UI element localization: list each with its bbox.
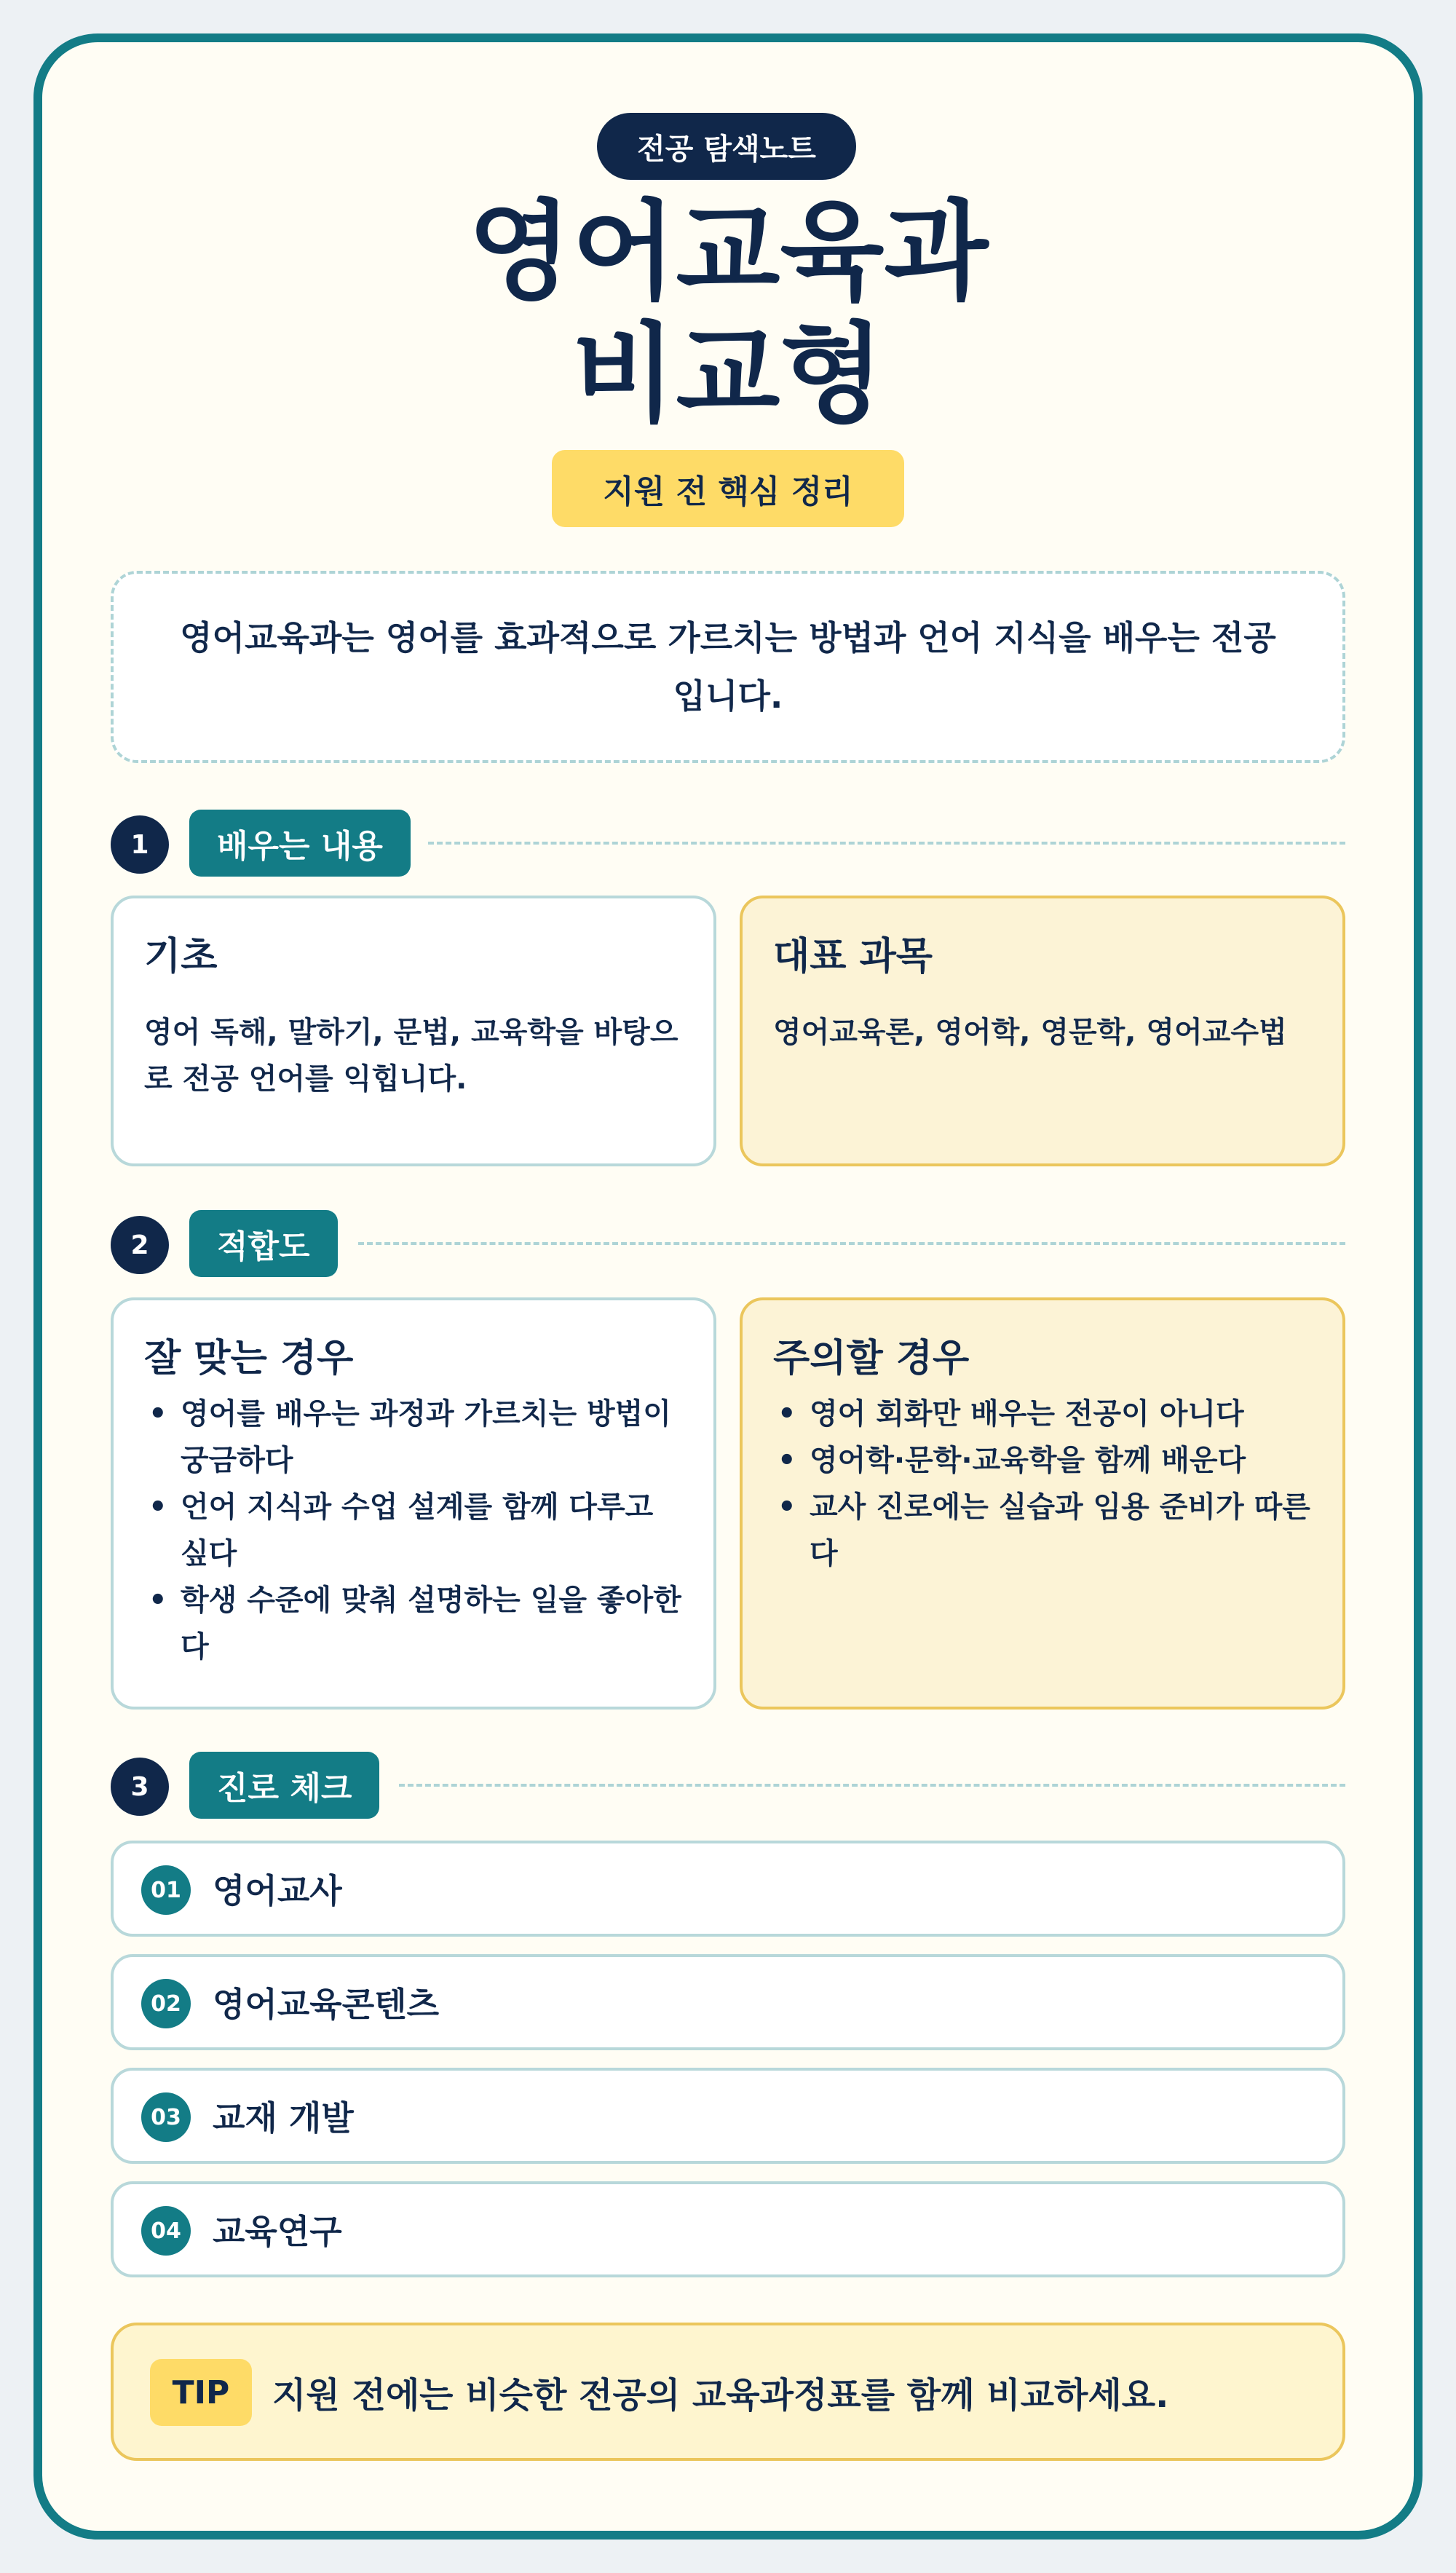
career-number: 03 [141, 2092, 191, 2142]
career-label: 영어교육콘텐츠 [213, 1985, 440, 2024]
section-header-3 [111, 1752, 1345, 1819]
career-number: 04 [141, 2206, 191, 2256]
career-number: 02 [141, 1979, 191, 2028]
list-item: • 교사 진로에는 실습과 임용 준비가 따른다 [773, 1484, 1313, 1577]
career-label: 영어교사 [213, 1871, 342, 1910]
good-fit-card [111, 1297, 716, 1710]
category-tag: 전공 탐색노트 [597, 113, 856, 180]
intro-text: 영어교육과는 영어를 효과적으로 가르치는 방법과 언어 지식을 배우는 전공입니다. [180, 618, 1276, 716]
section-label: 배우는 내용 [189, 810, 411, 877]
card-title: 주의할 경우 [773, 1337, 970, 1380]
career-item [111, 1841, 1345, 1937]
career-number: 01 [141, 1865, 191, 1915]
tip-box [111, 2323, 1345, 2461]
page-title [0, 191, 1456, 435]
caution-card [740, 1297, 1345, 1710]
intro-box [111, 571, 1345, 763]
tip-text: 지원 전에는 비슷한 전공의 교육과정표를 함께 비교하세요. [272, 2374, 1169, 2416]
section-label: 진로 체크 [189, 1752, 379, 1819]
basics-card [111, 896, 716, 1166]
section-divider [428, 842, 1345, 845]
career-item [111, 2068, 1345, 2164]
card-title: 대표 과목 [773, 935, 933, 979]
list-item: • 영어 회화만 배우는 전공이 아니다 [773, 1391, 1313, 1437]
section-number: 1 [111, 815, 169, 874]
list-item: • 학생 수준에 맞춰 설명하는 일을 좋아한다 [144, 1577, 684, 1670]
section-header-2 [111, 1210, 1345, 1277]
tip-badge: TIP [150, 2359, 252, 2426]
list-item: • 영어학·문학·교육학을 함께 배운다 [773, 1437, 1313, 1484]
section-number: 3 [111, 1758, 169, 1816]
section-divider [358, 1242, 1345, 1245]
title-line-1: 영어교육과 [467, 189, 989, 315]
list-item: • 영어를 배우는 과정과 가르치는 방법이 궁금하다 [144, 1391, 684, 1484]
title-line-2: 비교형 [571, 312, 885, 437]
list-item: • 언어 지식과 수업 설계를 함께 다루고 싶다 [144, 1484, 684, 1577]
career-label: 교재 개발 [213, 2098, 354, 2138]
section-label: 적합도 [189, 1210, 338, 1277]
card-text: 영어 독해, 말하기, 문법, 교육학을 바탕으로 전공 언어를 익힙니다. [144, 1016, 678, 1096]
career-item [111, 2181, 1345, 2277]
career-label: 교육연구 [213, 2212, 342, 2251]
card-title: 기초 [144, 935, 218, 979]
section-header-1 [111, 810, 1345, 877]
career-item [111, 1954, 1345, 2050]
good-fit-list [144, 1391, 684, 1670]
subtitle-badge: 지원 전 핵심 정리 [552, 450, 904, 527]
section-number: 2 [111, 1216, 169, 1274]
caution-list [773, 1391, 1313, 1577]
core-subjects-card [740, 896, 1345, 1166]
card-text: 영어교육론, 영어학, 영문학, 영어교수법 [773, 1016, 1287, 1049]
card-title: 잘 맞는 경우 [144, 1337, 354, 1380]
section-divider [399, 1784, 1345, 1787]
